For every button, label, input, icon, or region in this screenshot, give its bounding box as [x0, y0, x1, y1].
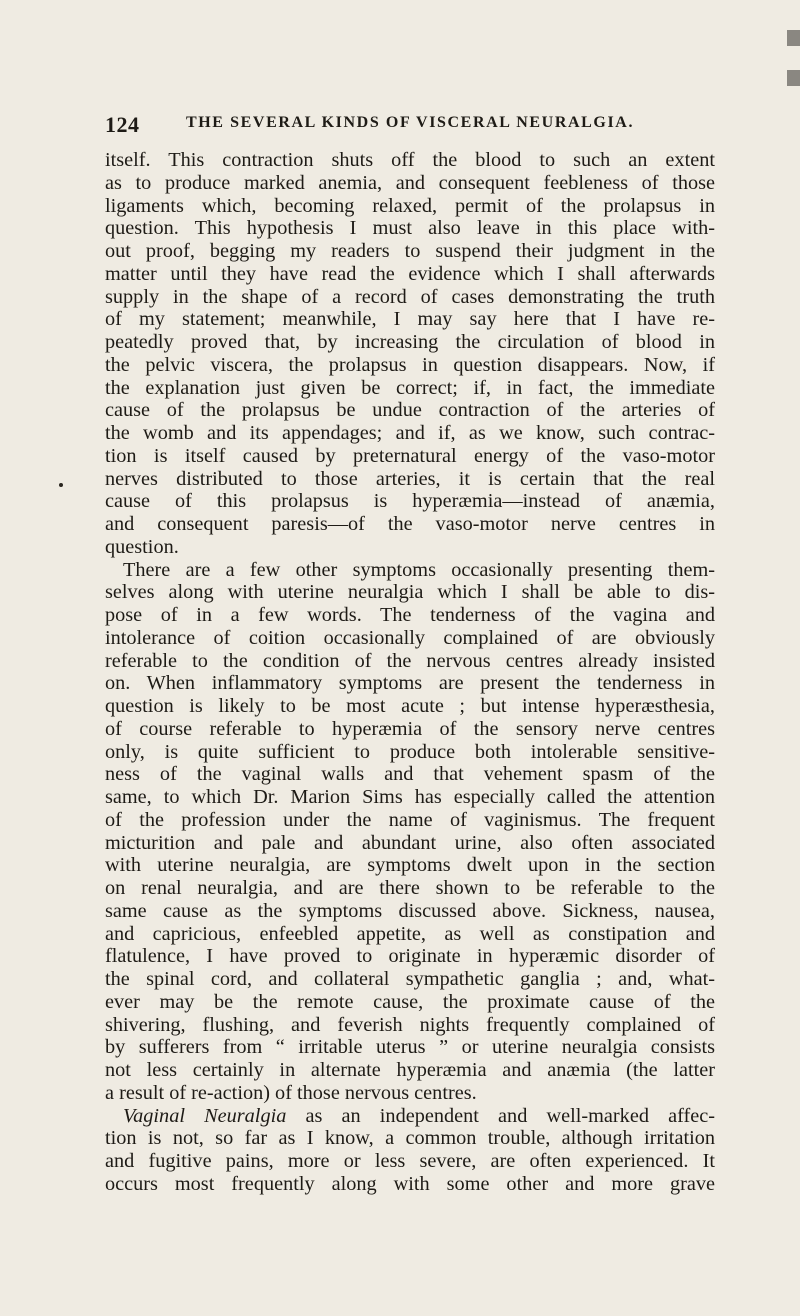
text-line: and fugitive pains, more or less severe, are often experienced. It — [105, 1150, 715, 1172]
running-title: THE SEVERAL KINDS OF VISCERAL NEURALGIA. — [185, 114, 635, 131]
text-line: matter until they have read the evidence which I shall afterwards — [105, 262, 715, 285]
text-line: ligaments which, becoming relaxed, permit of the prolapsus in — [105, 194, 715, 217]
text-line: micturition and pale and abundant urine, also often associated — [105, 831, 715, 854]
text-line: intolerance of coition occasionally complained of are obviously — [105, 626, 715, 649]
text-line: a result of re-action) of those nervous centres. — [105, 1081, 477, 1104]
text-line: pose of in a few words. The tenderness of the vagina and — [105, 604, 715, 626]
text-line: nerves distributed to those arteries, it is certain that the real — [105, 467, 715, 490]
text-line: selves along with uterine neuralgia which I shall be able to dis- — [105, 581, 715, 604]
text-line: by sufferers from “ irritable uterus ” or uterine neuralgia consists — [105, 1036, 715, 1059]
text-line: peatedly proved that, by increasing the circulation of blood in — [105, 331, 715, 353]
text-line: question is likely to be most acute ; but intense hyperæsthesia, — [105, 695, 715, 717]
edge-mark — [787, 70, 800, 86]
text-line: the womb and its appendages; and if, as we know, such contrac- — [105, 422, 715, 444]
text-line: itself. This contraction shuts off the blood to such an extent — [105, 149, 715, 171]
text-line: cause of this prolapsus is hyperæmia—instead of anæmia, — [105, 490, 715, 513]
text-line: cause of the prolapsus be undue contraction of the arteries of — [105, 399, 715, 422]
text-line: as to produce marked anemia, and consequent feebleness of those — [105, 171, 715, 194]
text-line: flatulence, I have proved to originate in hyperæmic disorder of — [105, 945, 715, 968]
text-line: occurs most frequently along with some other and more grave — [105, 1172, 715, 1195]
edge-mark — [787, 30, 800, 46]
body-text — [105, 149, 715, 1196]
text-line: with uterine neuralgia, are symptoms dwelt upon in the section — [105, 854, 715, 877]
text-line: and consequent paresis—of the vaso-motor nerve centres in — [105, 513, 715, 535]
text-line: out proof, begging my readers to suspend their judgment in the — [105, 240, 715, 262]
text-line: on renal neuralgia, and are there shown to be referable to the — [105, 877, 715, 899]
text-line: There are a few other symptoms occasionally presenting them- — [123, 558, 715, 581]
text-line: of the profession under the name of vaginismus. The frequent — [105, 808, 715, 831]
text-line: question. — [105, 535, 179, 558]
text-line: tion is itself caused by preternatural energy of the vaso-motor — [105, 444, 715, 467]
text-line: referable to the condition of the nervous centres already insisted — [105, 649, 715, 672]
text-line: shivering, flushing, and feverish nights frequently complained of — [105, 1013, 715, 1036]
text-line: ever may be the remote cause, the proximate cause of the — [105, 990, 715, 1013]
text-line: and capricious, enfeebled appetite, as well as constipation and — [105, 922, 715, 945]
text-line: same, to which Dr. Marion Sims has especially called the attention — [105, 786, 715, 808]
text-line: of course referable to hyperæmia of the sensory nerve centres — [105, 717, 715, 740]
text-line: only, is quite sufficient to produce both intolerable sensitive- — [105, 740, 715, 763]
text-line — [105, 1105, 715, 1128]
text-line: question. This hypothesis I must also leave in this place with- — [105, 217, 715, 240]
text-line: of my statement; meanwhile, I may say here that I have re- — [105, 308, 715, 331]
section-heading-italic: Vaginal Neuralgia — [123, 1104, 287, 1127]
text-line: ness of the vaginal walls and that vehement spasm of the — [105, 763, 715, 786]
text-line: same cause as the symptoms discussed above. Sickness, nausea, — [105, 899, 715, 922]
text-line: the spinal cord, and collateral sympathetic ganglia ; and, what- — [105, 968, 715, 990]
text-line: the pelvic viscera, the prolapsus in question disappears. Now, if — [105, 353, 715, 376]
text-line: supply in the shape of a record of cases demonstrating the truth — [105, 285, 715, 308]
text-line: not less certainly in alternate hyperæmia and anæmia (the latter — [105, 1059, 715, 1081]
text-line: tion is not, so far as I know, a common trouble, although irritation — [105, 1127, 715, 1150]
page-number: 124 — [105, 112, 140, 137]
text-line: on. When inflammatory symptoms are present the tenderness in — [105, 672, 715, 695]
margin-dot — [59, 483, 63, 487]
text-line: the explanation just given be correct; if, in fact, the immediate — [105, 376, 715, 399]
text-fragment: as an independent and well-marked affec- — [305, 1104, 715, 1127]
page-header — [105, 112, 715, 142]
